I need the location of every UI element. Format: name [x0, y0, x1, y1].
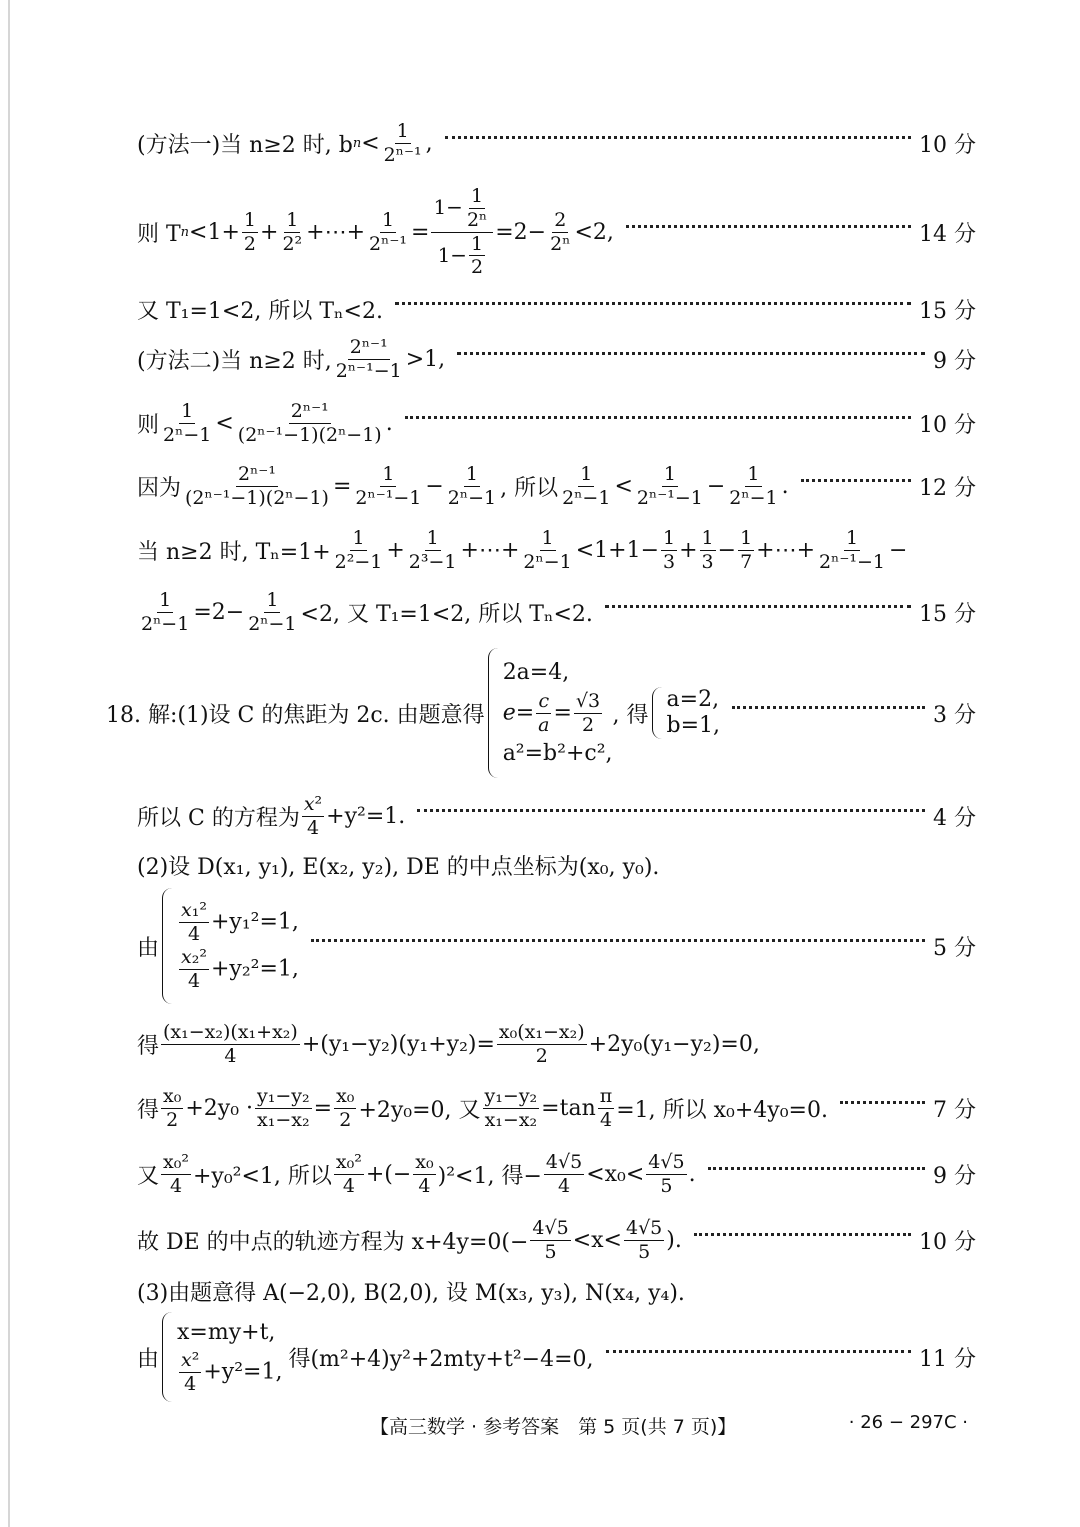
dotted-leader — [626, 225, 911, 228]
dotted-leader — [840, 1101, 925, 1104]
text: <x< — [572, 1227, 622, 1253]
sum-bound-line: 则 T n <1+ $\frac{1}{2}$ + $\frac{1}{\text{2²}}$ +⋯+ $\frac{1}{\text{2ⁿ⁻¹}}$ = 1− $\frac{1}{\text{2ⁿ}}$ 1− $\frac{1}{2}$ =2− $\frac{2}{\text{2ⁿ}}$ <2, 14 分 — [137, 184, 976, 279]
text: . — [688, 1161, 696, 1187]
inequality-line: 则 $\frac{1}{\text{2ⁿ−1}}$ < $\frac{\text{2ⁿ⁻¹}}{\text{(2ⁿ⁻¹−1)(2ⁿ−1)}}$ . 10 分 — [137, 399, 976, 446]
dotted-leader — [311, 939, 925, 942]
score: 10 分 — [919, 412, 976, 438]
text: , — [425, 130, 433, 156]
telescoping-end-line: $\frac{1}{\text{2ⁿ−1}}$ =2− $\frac{1}{\text{2ⁿ−1}}$ <2, 又 T₁=1<2, 所以 Tₙ<2. 15 分 — [141, 588, 976, 635]
slope-line: 得 $\frac{\text{x₀}}{2}$ +2y₀ · $\frac{\text{y₁−y₂}}{\text{x₁−x₂}}$ = $\frac{\text{x₀}}{2}$ +2y₀=0, 又 $\frac{\text{y₁−y₂}}{\text{x₁−x₂}}$ =tan $\frac{\pi}{4}$ =1, 所以 x₀+4y₀=0. 7 分 — [137, 1084, 976, 1131]
text: 因为 — [137, 475, 182, 501]
dotted-leader — [395, 302, 911, 305]
equation-system: 2a=4, e= $\frac{c}{a}$ = $\frac{√3}{2}$ a²=b²+c², — [502, 659, 613, 767]
text: 得(m²+4)y²+2mty+t²−4=0, — [288, 1346, 594, 1372]
text: =1, 所以 x₀+4y₀=0. — [616, 1097, 828, 1123]
text: 故 DE 的中点的轨迹方程为 x+4y=0(− — [137, 1229, 529, 1255]
text: 由 — [137, 1346, 160, 1372]
text: =tan — [541, 1095, 596, 1121]
page-footer — [0, 1412, 1080, 1442]
score: 4 分 — [933, 805, 976, 831]
text: (2)设 D(x₁, y₁), E(x₂, y₂), DE 的中点坐标为(x₀, y₀). — [137, 854, 660, 880]
text: < — [361, 130, 380, 156]
score: 9 分 — [933, 1163, 976, 1189]
text: 所以 C 的方程为 — [137, 805, 300, 831]
method1-line: (方法一)当 n≥2 时, b n < $\frac{1}{\text{2ⁿ⁻¹}}$ , 10 分 — [137, 119, 976, 166]
score: 12 分 — [919, 475, 976, 501]
score: 14 分 — [919, 221, 976, 247]
text: +2y₀ · — [185, 1095, 254, 1121]
dotted-leader — [694, 1233, 911, 1236]
brace — [162, 888, 173, 1004]
text: 又 — [137, 1163, 160, 1189]
text: 由 — [137, 935, 160, 961]
text: 得 — [137, 1033, 160, 1059]
dotted-leader — [417, 809, 925, 812]
text: <1+ — [189, 219, 240, 245]
fraction: $\frac{1}{\text{2ⁿ⁻¹}}$ — [383, 119, 422, 166]
dotted-leader — [457, 352, 925, 355]
text: 得 — [137, 1097, 160, 1123]
footer-code: · 26 − 297C · — [848, 1412, 968, 1433]
text: (方法二)当 n≥2 时, — [137, 348, 332, 374]
score: 9 分 — [933, 348, 976, 374]
subtract-line: 得 $\frac{\text{(x₁−x₂)(x₁+x₂)}}{4}$ +(y₁−y₂)(y₁+y₂)= $\frac{\text{x₀(x₁−x₂)}}{2}$ +2y₀(y₁−y₂)=0, — [137, 1020, 760, 1067]
text: 则 — [137, 412, 160, 438]
t1-line — [137, 292, 976, 326]
text: >1, — [405, 346, 446, 372]
text: <2, 又 T₁=1<2, 所以 Tₙ<2. — [300, 601, 593, 627]
equation-system: x=my+t, $\frac{\text{x²}}{4}$ +y²=1, — [177, 1320, 283, 1395]
score: 10 分 — [919, 132, 976, 158]
text: +y₀²<1, 所以 — [192, 1163, 332, 1189]
text: 当 n≥2 时, Tₙ=1+ — [137, 539, 331, 565]
text: +2y₀=0, 又 — [358, 1097, 481, 1123]
part3-system-line — [137, 1312, 976, 1402]
fraction: $\frac{\text{2ⁿ⁻¹}}{\text{2ⁿ⁻¹−1}}$ — [335, 335, 402, 382]
equation-system: $\frac{\text{x₁²}}{4}$ +y₁²=1, $\frac{\text{x₂²}}{4}$ +y₂²=1, — [181, 899, 299, 992]
part2-setup-line — [137, 848, 976, 882]
text: 18. 解:(1)设 C 的焦距为 2c. 由题意得 — [106, 702, 485, 728]
text: <x₀< — [586, 1161, 645, 1187]
dotted-leader — [708, 1167, 925, 1170]
page-edge — [8, 0, 10, 1527]
score: 15 分 — [919, 601, 976, 627]
text: +(y₁−y₂)(y₁+y₂)= — [301, 1031, 495, 1057]
text: (3)由题意得 A(−2,0), B(2,0), 设 M(x₃, y₃), N(x₄, y₄). — [137, 1280, 685, 1306]
text: +y²=1. — [326, 803, 406, 829]
text: )²<1, 得− — [437, 1163, 542, 1189]
brace — [488, 648, 499, 778]
text: 则 T — [137, 221, 181, 247]
dotted-leader — [605, 605, 911, 608]
result-system: a=2, b=1, — [666, 686, 721, 738]
score: 3 分 — [933, 702, 976, 728]
text: , 得 — [612, 702, 649, 728]
text: +(− — [365, 1161, 412, 1187]
text: ). — [666, 1227, 682, 1253]
dotted-leader — [405, 416, 911, 419]
dotted-leader — [732, 706, 925, 709]
score: 11 分 — [919, 1346, 976, 1372]
text: +2y₀(y₁−y₂)=0, — [588, 1031, 760, 1057]
dotted-leader — [801, 479, 911, 482]
dotted-leader — [445, 136, 911, 139]
ellipse-equation-line: 所以 C 的方程为 $\frac{\text{x²}}{4}$ +y²=1. 4 分 — [137, 792, 976, 839]
text: , 所以 — [500, 475, 559, 501]
locus-line: 故 DE 的中点的轨迹方程为 x+4y=0(− $\frac{4√5}{5}$ <x< $\frac{4√5}{5}$ ). 10 分 — [137, 1216, 976, 1263]
text: 又 T₁=1<2, 所以 Tₙ<2. — [137, 298, 383, 324]
part3-setup-line — [137, 1274, 976, 1308]
score: 5 分 — [933, 935, 976, 961]
range-line: 又 $\frac{\text{x₀²}}{4}$ +y₀²<1, 所以 $\frac{\text{x₀²}}{4}$ +(− $\frac{\text{x₀}}{4}$ )²<1, 得− $\frac{4√5}{4}$ <x₀< $\frac{4√5}{5}$ . 9 分 — [137, 1150, 976, 1197]
brace — [162, 1312, 173, 1402]
split-line: 因为 $\frac{\text{2ⁿ⁻¹}}{\text{(2ⁿ⁻¹−1)(2ⁿ−1)}}$ = $\frac{1}{\text{2ⁿ⁻¹−1}}$ − $\frac{1}{\text{2ⁿ−1}}$ , 所以 $\frac{1}{\text{2ⁿ−1}}$ < $\frac{1}{\text{2ⁿ⁻¹−1}}$ − $\frac{1}{\text{2ⁿ−1}}$ . 12 分 — [137, 462, 976, 509]
score: 15 分 — [919, 298, 976, 324]
footer-title: 【高三数学 · 参考答案 第 5 页(共 7 页)】 — [370, 1416, 737, 1438]
dotted-leader — [606, 1350, 911, 1353]
score: 10 分 — [919, 1229, 976, 1255]
brace — [652, 687, 663, 739]
telescoping-line: 当 n≥2 时, Tₙ=1+ $\frac{1}{\text{2²−1}}$ + $\frac{1}{\text{2³−1}}$ +⋯+ $\frac{1}{\text{2ⁿ−1}}$ <1+1− $\frac{1}{3}$ + $\frac{1}{3}$ − $\frac{1}{7}$ +⋯+ $\frac{1}{\text{2ⁿ⁻¹−1}}$ − — [137, 526, 908, 573]
text: (方法一)当 n≥2 时, b — [137, 132, 353, 158]
part2-system-line — [137, 888, 976, 1004]
score: 7 分 — [933, 1097, 976, 1123]
method2-line — [137, 332, 976, 386]
question-18-line — [106, 648, 976, 778]
